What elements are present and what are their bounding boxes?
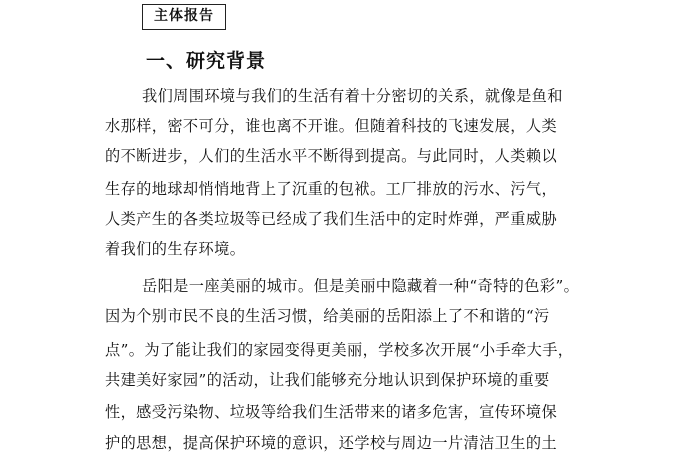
paragraph-line: 岳阳是一座美丽的城市。但是美丽中隐藏着一种“奇特的色彩”。 [142, 277, 580, 295]
paragraph-line: 因为个别市民不良的生活习惯，给美丽的岳阳添上了不和谐的“污 [105, 307, 550, 325]
section-heading: 一、研究背景 [146, 50, 267, 72]
paragraph-line: 的不断进步，人们的生活水平不断得到提高。与此同时，人类赖以 [105, 147, 558, 165]
paragraph-line: 水那样，密不可分，谁也离不开谁。但随着科技的飞速发展，人类 [105, 117, 558, 135]
paragraph-line: 共建美好家园”的活动，让我们能够充分地认识到保护环境的重要 [105, 371, 550, 389]
paragraph-line: 点”。为了能让我们的家园变得更美丽，学校多次开展“小手牵大手， [105, 341, 574, 359]
section-tag: 主体报告 [142, 4, 226, 30]
paragraph-line: 我们周围环境与我们的生活有着十分密切的关系，就像是鱼和 [142, 87, 563, 105]
paragraph-line: 生存的地球却悄悄地背上了沉重的包袱。工厂排放的污水、污气， [105, 180, 558, 198]
paragraph-line: 着我们的生存环境。 [105, 240, 246, 258]
paragraph-line: 性，感受污染物、垃圾等给我们生活带来的诸多危害，宣传环境保 [105, 403, 558, 421]
paragraph-line: 人类产生的各类垃圾等已经成了我们生活中的定时炸弹，严重威胁 [105, 210, 558, 228]
paragraph-line: 护的思想，提高保护环境的意识，还学校与周边一片清洁卫生的土 [105, 434, 558, 452]
